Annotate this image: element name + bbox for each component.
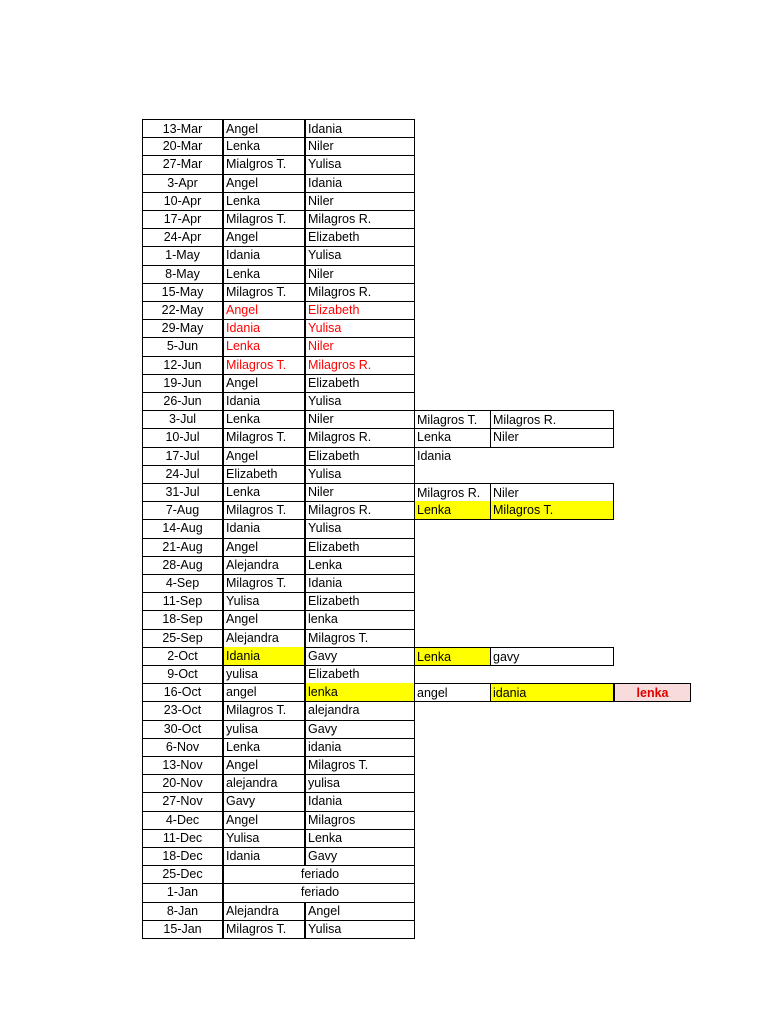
cell-person-1: Idania — [223, 392, 305, 411]
cell-date: 27-Nov — [142, 792, 223, 811]
cell-date: 11-Sep — [142, 592, 223, 611]
cell-date: 12-Jun — [142, 356, 223, 375]
cell-person-1: Idania — [223, 647, 305, 666]
cell-person-2: lenka — [305, 683, 415, 702]
cell-person-2: Milagros R. — [305, 210, 415, 229]
cell-person-2: Milagros — [305, 811, 415, 830]
cell-date: 23-Oct — [142, 701, 223, 720]
cell-person-2: Niler — [305, 410, 415, 429]
cell-person-2: Lenka — [305, 556, 415, 575]
cell-date: 24-Apr — [142, 228, 223, 247]
cell-date: 4-Sep — [142, 574, 223, 593]
cell-date: 13-Mar — [142, 119, 223, 138]
cell-date: 19-Jun — [142, 374, 223, 393]
cell-person-1: Lenka — [223, 265, 305, 284]
cell-date: 20-Nov — [142, 774, 223, 793]
cell-person-1: Angel — [223, 228, 305, 247]
cell-person-1: Lenka — [223, 738, 305, 757]
cell-person-1: Alejandra — [223, 629, 305, 648]
cell-person-1: yulisa — [223, 665, 305, 684]
cell-date: 29-May — [142, 319, 223, 338]
cell-date: 17-Apr — [142, 210, 223, 229]
cell-person-1: angel — [223, 683, 305, 702]
cell-person-2: alejandra — [305, 701, 415, 720]
cell-date: 5-Jun — [142, 337, 223, 356]
cell-person-2: Idania — [305, 119, 415, 138]
cell-person-1: alejandra — [223, 774, 305, 793]
cell-person-1: Yulisa — [223, 829, 305, 848]
cell-person-2: Elizabeth — [305, 665, 415, 684]
cell-date: 21-Aug — [142, 538, 223, 557]
cell-person-2: Elizabeth — [305, 538, 415, 557]
cell-extra-person-2: gavy — [491, 647, 614, 666]
cell-date: 25-Dec — [142, 865, 223, 884]
cell-date: 10-Apr — [142, 192, 223, 211]
cell-person-2: Angel — [305, 902, 415, 921]
cell-extra-person-1: Milagros T. — [415, 410, 491, 429]
cell-person-2: Idania — [305, 174, 415, 193]
cell-person-2: Lenka — [305, 829, 415, 848]
cell-person-2: Elizabeth — [305, 228, 415, 247]
cell-extra-person-1: angel — [415, 683, 491, 702]
cell-date: 25-Sep — [142, 629, 223, 648]
cell-date: 14-Aug — [142, 519, 223, 538]
cell-person-1: Angel — [223, 756, 305, 775]
cell-person-1: Angel — [223, 610, 305, 629]
cell-extra-person-3: lenka — [614, 683, 691, 702]
cell-date: 3-Jul — [142, 410, 223, 429]
cell-date: 6-Nov — [142, 738, 223, 757]
cell-person-1: Angel — [223, 119, 305, 138]
cell-date: 9-Oct — [142, 665, 223, 684]
cell-date: 10-Jul — [142, 428, 223, 447]
cell-extra-person-1: Lenka — [415, 428, 491, 447]
cell-person-2: Niler — [305, 137, 415, 156]
cell-person-1: feriado — [223, 865, 415, 884]
cell-person-1: Yulisa — [223, 592, 305, 611]
cell-person-2: Milagros R. — [305, 356, 415, 375]
cell-person-1: Angel — [223, 174, 305, 193]
cell-date: 4-Dec — [142, 811, 223, 830]
cell-extra-person-2: Milagros T. — [491, 501, 614, 520]
cell-person-2: Milagros R. — [305, 428, 415, 447]
cell-date: 8-May — [142, 265, 223, 284]
cell-person-1: feriado — [223, 883, 415, 902]
cell-person-2: Gavy — [305, 847, 415, 866]
cell-person-2: Elizabeth — [305, 447, 415, 466]
cell-date: 18-Dec — [142, 847, 223, 866]
cell-person-1: Lenka — [223, 137, 305, 156]
cell-person-1: Gavy — [223, 792, 305, 811]
cell-date: 7-Aug — [142, 501, 223, 520]
cell-person-2: Niler — [305, 192, 415, 211]
cell-person-2: Yulisa — [305, 246, 415, 265]
cell-person-2: Yulisa — [305, 392, 415, 411]
cell-person-2: idania — [305, 738, 415, 757]
cell-date: 1-Jan — [142, 883, 223, 902]
cell-person-1: Milagros T. — [223, 574, 305, 593]
cell-person-1: Alejandra — [223, 556, 305, 575]
cell-date: 15-Jan — [142, 920, 223, 939]
cell-person-1: Milagros T. — [223, 210, 305, 229]
cell-date: 31-Jul — [142, 483, 223, 502]
cell-person-1: Angel — [223, 301, 305, 320]
cell-person-1: Lenka — [223, 337, 305, 356]
cell-date: 15-May — [142, 283, 223, 302]
cell-person-1: Milagros T. — [223, 501, 305, 520]
cell-extra-person-2: Niler — [491, 483, 614, 502]
cell-extra-person-1: Lenka — [415, 501, 491, 520]
cell-person-1: Angel — [223, 374, 305, 393]
cell-person-2: Milagros R. — [305, 283, 415, 302]
cell-extra-person-1: Idania — [417, 448, 452, 463]
cell-person-2: Niler — [305, 265, 415, 284]
cell-person-2: Elizabeth — [305, 592, 415, 611]
cell-date: 27-Mar — [142, 155, 223, 174]
cell-person-1: Milagros T. — [223, 356, 305, 375]
cell-person-2: Yulisa — [305, 465, 415, 484]
cell-person-2: Gavy — [305, 647, 415, 666]
cell-date: 20-Mar — [142, 137, 223, 156]
cell-person-2: Milagros R. — [305, 501, 415, 520]
cell-date: 26-Jun — [142, 392, 223, 411]
cell-date: 2-Oct — [142, 647, 223, 666]
cell-person-2: Milagros T. — [305, 756, 415, 775]
cell-person-2: Niler — [305, 337, 415, 356]
cell-person-1: Idania — [223, 319, 305, 338]
cell-person-1: Milagros T. — [223, 283, 305, 302]
cell-person-2: Yulisa — [305, 319, 415, 338]
cell-person-2: Milagros T. — [305, 629, 415, 648]
cell-person-2: Idania — [305, 792, 415, 811]
cell-date: 3-Apr — [142, 174, 223, 193]
cell-person-1: Lenka — [223, 410, 305, 429]
cell-person-2: Yulisa — [305, 519, 415, 538]
cell-person-2: lenka — [305, 610, 415, 629]
cell-person-2: Gavy — [305, 720, 415, 739]
cell-extra-person-2: idania — [491, 683, 614, 702]
cell-person-1: Milagros T. — [223, 428, 305, 447]
cell-person-2: yulisa — [305, 774, 415, 793]
cell-date: 1-May — [142, 246, 223, 265]
cell-date: 28-Aug — [142, 556, 223, 575]
cell-person-1: Idania — [223, 847, 305, 866]
cell-date: 13-Nov — [142, 756, 223, 775]
cell-date: 11-Dec — [142, 829, 223, 848]
cell-date: 18-Sep — [142, 610, 223, 629]
cell-date: 22-May — [142, 301, 223, 320]
cell-person-1: Alejandra — [223, 902, 305, 921]
cell-person-2: Elizabeth — [305, 374, 415, 393]
cell-extra-person-1: Milagros R. — [415, 483, 491, 502]
cell-person-2: Niler — [305, 483, 415, 502]
cell-person-1: Idania — [223, 519, 305, 538]
cell-extra-person-2: Milagros R. — [491, 410, 614, 429]
cell-extra-person-2: Niler — [491, 428, 614, 447]
cell-extra-person-1: Lenka — [415, 647, 491, 666]
cell-date: 8-Jan — [142, 902, 223, 921]
cell-person-2: Yulisa — [305, 920, 415, 939]
cell-person-1: Elizabeth — [223, 465, 305, 484]
cell-person-1: Idania — [223, 246, 305, 265]
cell-person-1: Lenka — [223, 483, 305, 502]
cell-person-1: Milagros T. — [223, 701, 305, 720]
cell-person-1: Angel — [223, 811, 305, 830]
cell-person-2: Yulisa — [305, 155, 415, 174]
cell-person-1: Angel — [223, 538, 305, 557]
cell-person-2: Idania — [305, 574, 415, 593]
cell-person-1: Milagros T. — [223, 920, 305, 939]
cell-person-1: yulisa — [223, 720, 305, 739]
cell-date: 16-Oct — [142, 683, 223, 702]
cell-person-1: Lenka — [223, 192, 305, 211]
cell-date: 24-Jul — [142, 465, 223, 484]
cell-person-1: Mialgros T. — [223, 155, 305, 174]
cell-person-2: Elizabeth — [305, 301, 415, 320]
cell-date: 30-Oct — [142, 720, 223, 739]
cell-person-1: Angel — [223, 447, 305, 466]
cell-date: 17-Jul — [142, 447, 223, 466]
